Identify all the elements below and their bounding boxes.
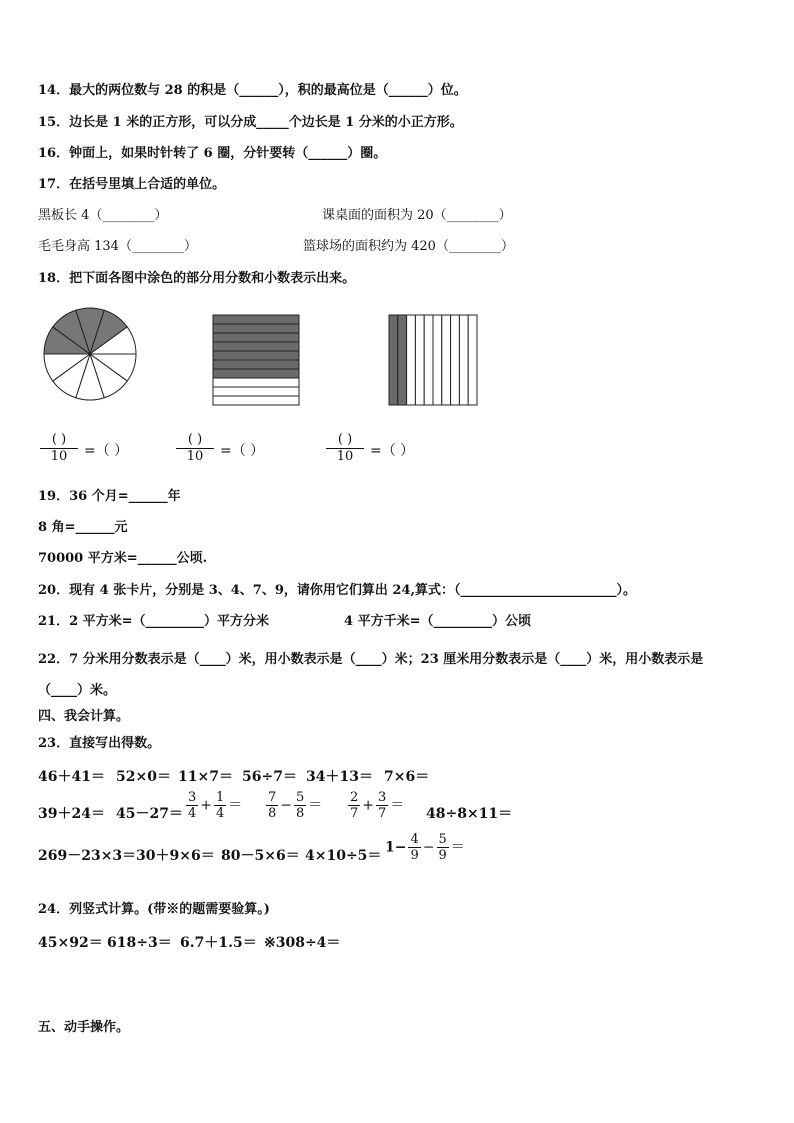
denominator: 7 xyxy=(350,806,359,821)
question-17: 17．在括号里填上合适的单位。 xyxy=(38,177,226,192)
vertical-calc-item: 45×92＝ xyxy=(38,935,103,951)
numerator: 2 xyxy=(350,790,359,805)
square-strip xyxy=(468,315,477,405)
question-15: 15．边长是 1 米的正方形，可以分成_____个边长是 1 分米的小正方形。 xyxy=(38,115,463,130)
question-18: 18．把下面各图中涂色的部分用分数和小数表示出来。 xyxy=(38,271,356,286)
calc-item: 269－23×3＝ xyxy=(38,848,137,864)
numerator: 4 xyxy=(410,832,419,847)
square-strip xyxy=(433,315,442,405)
operator: − xyxy=(422,839,435,856)
operator: − xyxy=(280,797,293,814)
numerator: 3 xyxy=(378,790,387,805)
fraction-expression xyxy=(346,790,404,821)
denominator: 4 xyxy=(188,806,197,821)
vertical-calc-item: 618÷3＝ xyxy=(107,935,172,951)
fraction-2-answer: =（ ） xyxy=(220,443,265,459)
q19-line: 70000 平方米=______公顷. xyxy=(38,551,208,566)
fraction-1 xyxy=(40,432,78,465)
square-strip xyxy=(415,315,424,405)
fraction-1-answer: =（ ） xyxy=(84,443,129,459)
fraction-3-answer: =（ ） xyxy=(370,443,415,459)
denominator: 8 xyxy=(268,806,277,821)
denominator: 9 xyxy=(438,848,447,863)
calc-item: 30＋9×6＝ xyxy=(136,848,215,864)
numerator: 5 xyxy=(438,832,447,847)
q17-item: 黑板长 4（________） xyxy=(38,208,168,223)
square-strip xyxy=(213,315,299,324)
calc-item: 46＋41＝ xyxy=(38,769,105,785)
calc-item: 11×7＝ xyxy=(178,769,233,785)
equals: ＝ xyxy=(228,797,243,814)
calc-item: 7×6＝ xyxy=(384,769,430,785)
calc-item: 48÷8×11＝ xyxy=(426,806,513,822)
question-16: 16．钟面上，如果时针转了 6 圈，分针要转（______）圈。 xyxy=(38,146,387,161)
vertical-calc-item: 6.7＋1.5＝ xyxy=(180,935,257,951)
question-21-part2: 4 平方千米=（_________）公顷 xyxy=(344,614,531,629)
square-strip xyxy=(398,315,407,405)
shaded-square-horizontal xyxy=(212,314,300,406)
calc-item: 34＋13＝ xyxy=(306,769,373,785)
square-strip xyxy=(459,315,468,405)
question-22-cont: （____）米。 xyxy=(38,683,117,698)
q17-item: 课桌面的面积为 20（________） xyxy=(322,208,512,223)
numerator: 1 xyxy=(216,790,225,805)
question-21: 21．2 平方米=（_________）平方分米 xyxy=(38,614,270,629)
square-strip xyxy=(213,396,299,405)
calc-item: 45－27＝ xyxy=(116,806,183,822)
square-strip xyxy=(213,351,299,360)
q19-line: 8 角=______元 xyxy=(38,520,128,535)
square-strip xyxy=(213,387,299,396)
fraction-2 xyxy=(176,432,214,465)
question-22: 22．7 分米用分数表示是（____）米，用小数表示是（____）米；23 厘米用分数表示是（____）米，用小数表示是 xyxy=(38,652,704,667)
denominator: 9 xyxy=(410,848,419,863)
fraction-denominator: 10 xyxy=(50,449,68,464)
question-23: 23．直接写出得数。 xyxy=(38,736,161,751)
equals: ＝ xyxy=(308,797,323,814)
q17-item: 毛毛身高 134（________） xyxy=(38,239,197,254)
square-strip xyxy=(213,324,299,333)
fraction-expression xyxy=(264,790,322,821)
square-strip xyxy=(407,315,416,405)
question-14: 14．最大的两位数与 28 的积是（______），积的最高位是（______）位。 xyxy=(38,83,467,98)
square-strip xyxy=(213,369,299,378)
denominator: 8 xyxy=(296,806,305,821)
fraction-denominator: 10 xyxy=(336,449,354,464)
numerator: 5 xyxy=(296,790,305,805)
question-19: 19．36 个月=______年 xyxy=(38,489,181,504)
q17-item: 篮球场的面积约为 420（________） xyxy=(303,239,514,254)
calc-item: 39＋24＝ xyxy=(38,806,105,822)
operator: + xyxy=(362,797,375,814)
fraction-3 xyxy=(326,432,364,465)
question-24: 24．列竖式计算。(带※的题需要验算。) xyxy=(38,902,270,917)
square-strip xyxy=(451,315,460,405)
fraction-expression xyxy=(385,832,465,863)
numerator: 3 xyxy=(188,790,197,805)
square-strip xyxy=(213,378,299,387)
fraction-denominator: 10 xyxy=(186,449,204,464)
denominator: 4 xyxy=(216,806,225,821)
equals: ＝ xyxy=(390,797,405,814)
question-20: 20．现有 4 张卡片，分别是 3、4、7、9，请你用它们算出 24,算式：（________________________）。 xyxy=(38,583,637,598)
square-strip xyxy=(424,315,433,405)
shaded-square-vertical xyxy=(388,314,478,406)
fraction-numerator: ( ) xyxy=(176,432,214,449)
whole-number: 1− xyxy=(385,839,407,856)
numerator: 7 xyxy=(268,790,277,805)
square-strip xyxy=(442,315,451,405)
equals: ＝ xyxy=(450,839,465,856)
shaded-circle-figure xyxy=(42,306,142,406)
square-strip xyxy=(213,342,299,351)
calc-item: 52×0＝ xyxy=(116,769,171,785)
square-strip xyxy=(389,315,398,405)
section-5-title: 五、动手操作。 xyxy=(38,1020,130,1035)
operator: + xyxy=(200,797,213,814)
square-strip xyxy=(213,360,299,369)
section-4-title: 四、我会计算。 xyxy=(38,709,130,724)
square-strip xyxy=(213,333,299,342)
calc-item: 56÷7＝ xyxy=(242,769,297,785)
denominator: 7 xyxy=(378,806,387,821)
calc-item: 80－5×6＝ xyxy=(221,848,300,864)
fraction-numerator: ( ) xyxy=(326,432,364,449)
fraction-numerator: ( ) xyxy=(40,432,78,449)
calc-item: 4×10÷5＝ xyxy=(305,848,382,864)
vertical-calc-item: ※308÷4＝ xyxy=(264,935,341,951)
fraction-expression xyxy=(184,790,242,821)
